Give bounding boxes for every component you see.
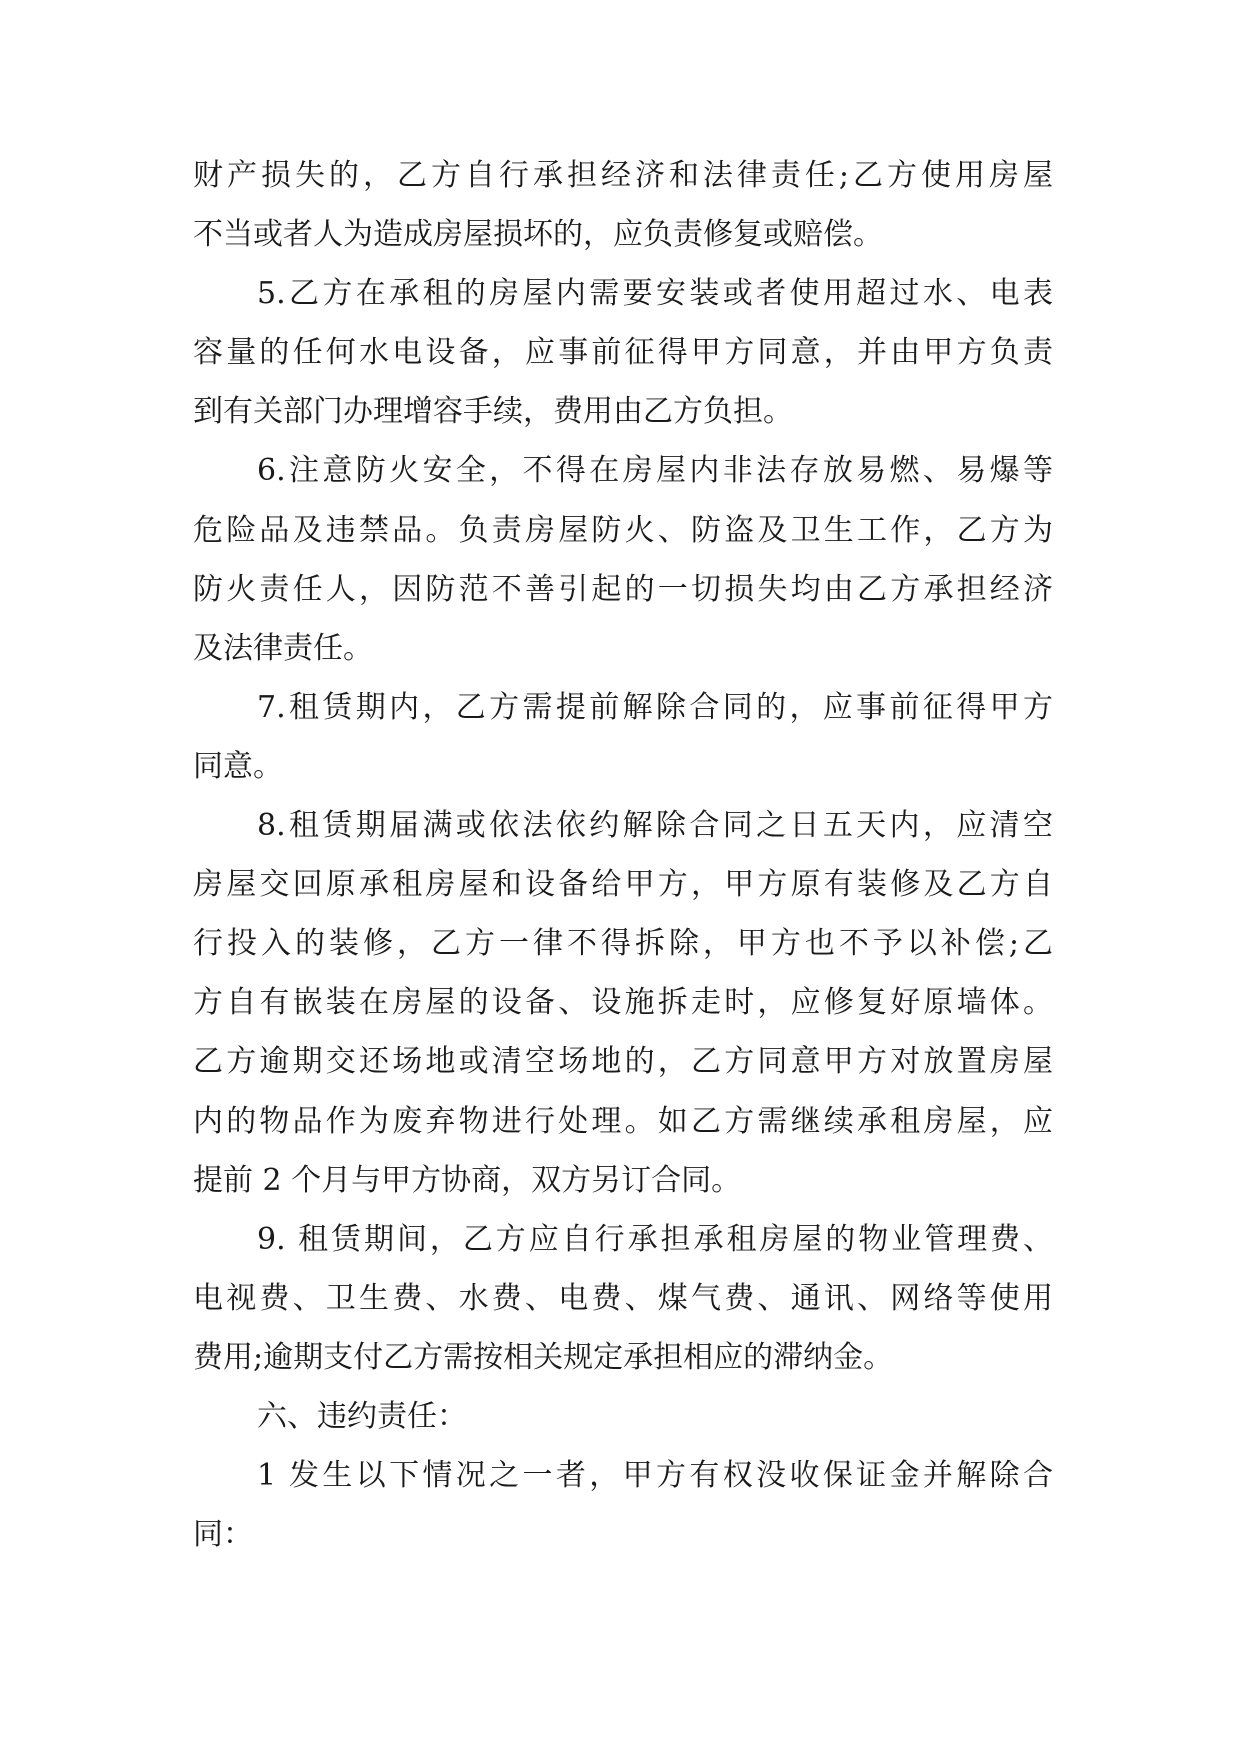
document-line: 容量的任何水电设备，应事前征得甲方同意，并由甲方负责 — [193, 335, 1053, 371]
document-body — [193, 158, 1053, 1576]
document-line: 电视费、卫生费、水费、电费、煤气费、通讯、网络等使用 — [193, 1280, 1053, 1316]
document-line: 财产损失的，乙方自行承担经济和法律责任;乙方使用房屋 — [193, 158, 1053, 193]
document-line: 方自有嵌装在房屋的设备、设施拆走时，应修复好原墙体。 — [193, 985, 1053, 1021]
document-line: 及法律责任。 — [193, 630, 373, 666]
document-line: 乙方逾期交还场地或清空场地的，乙方同意甲方对放置房屋 — [193, 1044, 1053, 1080]
document-line: 费用;逾期支付乙方需按相关规定承担相应的滞纳金。 — [193, 1339, 894, 1375]
document-line: 同意。 — [193, 748, 283, 784]
document-line: 6.注意防火安全，不得在房屋内非法存放易燃、易爆等 — [257, 453, 1053, 489]
document-line: 内的物品作为废弃物进行处理。如乙方需继续承租房屋，应 — [193, 1103, 1053, 1139]
document-line: 1 发生以下情况之一者，甲方有权没收保证金并解除合 — [257, 1458, 1053, 1494]
document-line: 7.租赁期内，乙方需提前解除合同的，应事前征得甲方 — [257, 689, 1053, 725]
document-line: 同： — [193, 1517, 253, 1553]
document-line: 行投入的装修，乙方一律不得拆除，甲方也不予以补偿;乙 — [193, 926, 1053, 962]
document-line: 到有关部门办理增容手续，费用由乙方负担。 — [193, 394, 793, 430]
document-line: 防火责任人，因防范不善引起的一切损失均由乙方承担经济 — [193, 571, 1053, 607]
document-line: 8.租赁期届满或依法依约解除合同之日五天内，应清空 — [257, 808, 1053, 844]
document-line: 不当或者人为造成房屋损坏的，应负责修复或赔偿。 — [193, 217, 883, 253]
document-line: 9. 租赁期间，乙方应自行承担承租房屋的物业管理费、 — [257, 1221, 1053, 1257]
document-line: 六、违约责任： — [257, 1398, 467, 1434]
document-line: 提前 2 个月与甲方协商，双方另订合同。 — [193, 1162, 742, 1198]
document-line: 危险品及违禁品。负责房屋防火、防盗及卫生工作，乙方为 — [193, 512, 1053, 548]
document-line: 5.乙方在承租的房屋内需要安装或者使用超过水、电表 — [257, 276, 1053, 312]
document-line: 房屋交回原承租房屋和设备给甲方，甲方原有装修及乙方自 — [193, 867, 1053, 903]
